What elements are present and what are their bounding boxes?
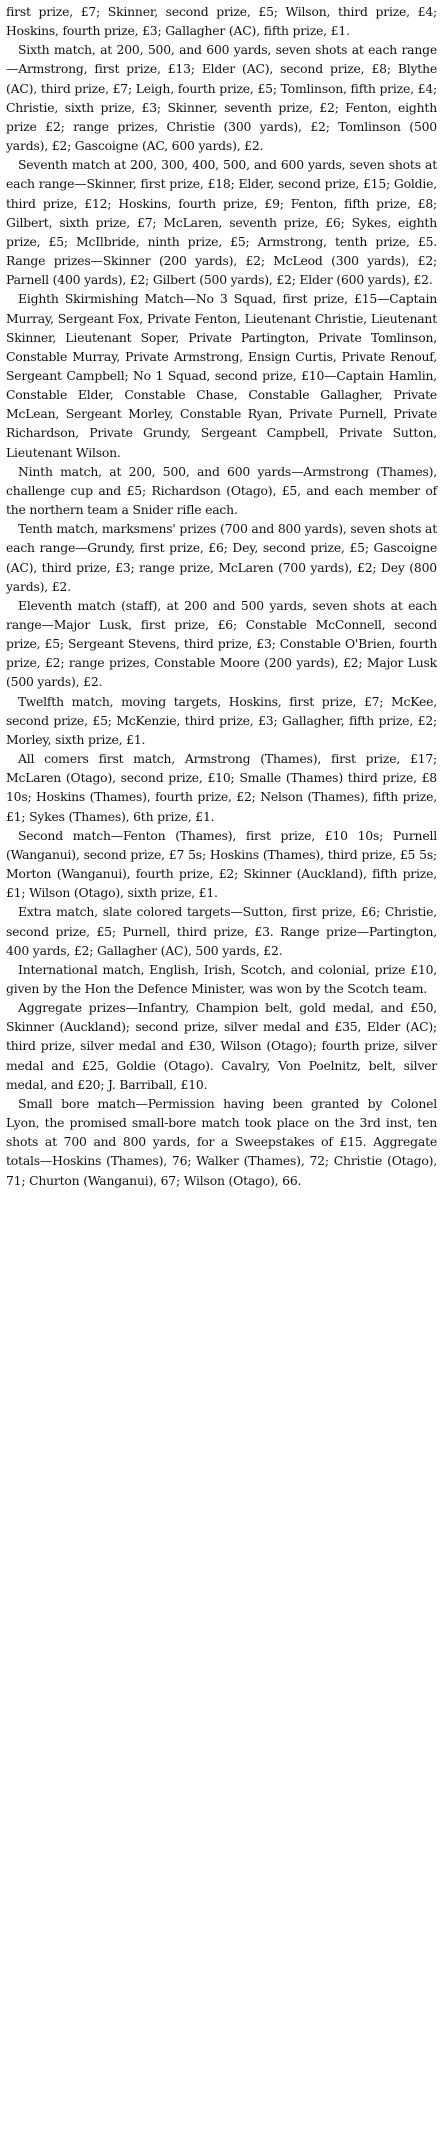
- paragraph-aggregate-prizes: Aggregate prizes—Infantry, Champion belt, gold medal, and £50, Skinner (Auckland); second prize, silver medal and £35, Elder (AC); third prize, silver medal and £30, Wilson (Otago); fourth prize, silver medal and £25, Goldie (Otago). Cavalry, Von Poelnitz, belt, silver medal, and £20; J. Barriball, £10.: [6, 1000, 437, 1092]
- paragraph-all-comers-first-match: All comers first match, Armstrong (Thames), first prize, £17; McLaren (Otago), second prize, £10; Smalle (Thames) third prize, £8 10s; Hoskins (Thames), fourth prize, £2; Nelson (Thames), fifth prize, £1; Sykes (Thames), 6th prize, £1.: [6, 751, 437, 824]
- paragraph-extra-match: Extra match, slate colored targets—Sutton, first prize, £6; Christie, second prize, £5; Purnell, third prize, £3. Range prize—Partington, 400 yards, £2; Gallagher (AC), 500 yards, £2.: [6, 904, 437, 958]
- paragraph-tenth-match: Tenth match, marksmens' prizes (700 and 800 yards), seven shots at each range—Grundy, first prize, £6; Dey, second prize, £5; Gascoigne (AC), third prize, £3; range prize, McLaren (700 yards), £2; Dey (800 yards), £2.: [6, 521, 437, 594]
- paragraph-prizes-continued: first prize, £7; Skinner, second prize, £5; Wilson, third prize, £4; Hoskins, fourth prize, £3; Gallagher (AC), fifth prize, £1.: [6, 4, 437, 39]
- paragraph-seventh-match: Seventh match at 200, 300, 400, 500, and 600 yards, seven shots at each range—Skinner, first prize, £18; Elder, second prize, £15; Goldie, third prize, £12; Hoskins, fourth prize, £9; Fenton, fifth prize, £8; Gilbert, sixth prize, £7; McLaren, seventh prize, £6; Sykes, eighth prize, £5; McIlbride, ninth prize, £5; Armstrong, tenth prize, £5. Range prizes—Skinner (200 yards), £2; McLeod (300 yards), £2; Parnell (400 yards), £2; Gilbert (500 yards), £2; Elder (600 yards), £2.: [6, 157, 437, 288]
- paragraph-small-bore-match: Small bore match—Permission having been granted by Colonel Lyon, the promised small-bore match took place on the 3rd inst, ten shots at 700 and 800 yards, for a Sweepstakes of £15. Aggregate totals—Hoskins (Thames), 76; Walker (Thames), 72; Christie (Otago), 71; Churton (Wanganui), 67; Wilson (Otago), 66.: [6, 1095, 437, 1188]
- paragraph-second-match: Second match—Fenton (Thames), first prize, £10 10s; Purnell (Wanganui), second prize, £7 5s; Hoskins (Thames), third prize, £5 5s; Morton (Wanganui), fourth prize, £2; Skinner (Auckland), fifth prize, £1; Wilson (Otago), sixth prize, £1.: [6, 827, 437, 901]
- paragraph-sixth-match: Sixth match, at 200, 500, and 600 yards, seven shots at each range—Armstrong, first prize, £13; Elder (AC), second prize, £8; Blythe (AC), third prize, £7; Leigh, fourth prize, £5; Tomlinson, fifth prize, £4; Christie, sixth prize, £3; Skinner, seventh prize, £2; Fenton, eighth prize £2; range prizes, Christie (300 yards), £2; Tomlinson (500 yards), £2; Gascoigne (AC, 600 yards), £2.: [6, 42, 437, 154]
- paragraph-eighth-skirmishing-match: Eighth Skirmishing Match—No 3 Squad, first prize, £15—Captain Murray, Sergeant Fox, Private Fenton, Lieutenant Christie, Lieutenant Skinner, Lieutenant Soper, Private Partington, Private Tomlinson, Constable Murray, Private Armstrong, Ensign Curtis, Private Renouf, Sergeant Campbell; No 1 Squad, second prize, £10—Captain Hamlin, Constable Elder, Constable Chase, Constable Gallagher, Private McLean, Sergeant Morley, Constable Ryan, Private Purnell, Private Richardson, Private Grundy, Sergeant Campbell, Private Sutton, Lieutenant Wilson.: [6, 291, 437, 460]
- paragraph-international-match: International match, English, Irish, Scotch, and colonial, prize £10, given by the Hon the Defence Minister, was won by the Scotch team.: [6, 961, 437, 996]
- paragraph-ninth-match: Ninth match, at 200, 500, and 600 yards—Armstrong (Thames), challenge cup and £5; Richardson (Otago), £5, and each member of the northern team a Snider rifle each.: [6, 463, 437, 518]
- paragraph-eleventh-match: Eleventh match (staff), at 200 and 500 yards, seven shots at each range—Major Lusk, first prize, £6; Constable McConnell, second prize, £5; Sergeant Stevens, third prize, £3; Constable O'Brien, fourth prize, £2; range prizes, Constable Moore (200 yards), £2; Major Lusk (500 yards), £2.: [6, 597, 437, 690]
- paragraph-twelfth-match: Twelfth match, moving targets, Hoskins, first prize, £7; McKee, second prize, £5; McKenzie, third prize, £3; Gallagher, fifth prize, £2; Morley, sixth prize, £1.: [6, 693, 437, 747]
